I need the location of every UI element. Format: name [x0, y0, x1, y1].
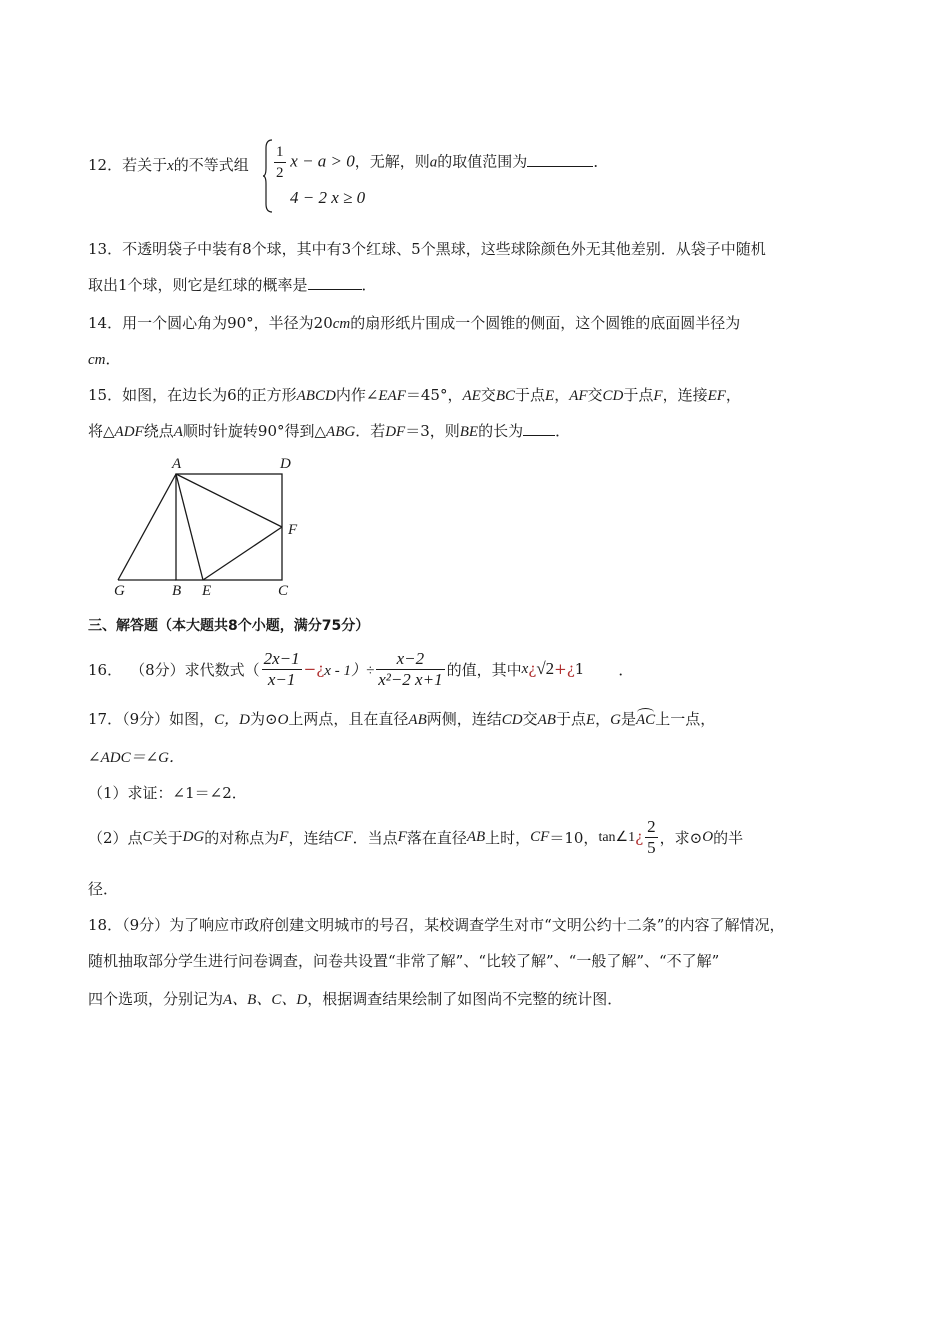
answer-blank	[308, 275, 362, 290]
var-ab: AB	[537, 712, 556, 728]
var-e: E	[545, 388, 555, 404]
q15-text: 将△	[88, 422, 115, 440]
var-abg: ABG	[326, 424, 356, 440]
fraction-2	[376, 649, 444, 690]
var-be: BE	[459, 424, 479, 440]
var-ae: AE	[462, 388, 481, 404]
label-a: A	[172, 456, 182, 472]
var-a: A	[173, 424, 183, 440]
q16-end: ．	[618, 660, 634, 679]
var-o: O	[702, 828, 714, 845]
q17-text: 为⊙	[249, 710, 278, 728]
var-adf: ADF	[114, 424, 144, 440]
q12-expr-2: 4 − 2 x ≥ 0	[290, 188, 366, 207]
label-b: B	[172, 583, 182, 599]
q13-line2	[88, 274, 377, 295]
q17-text: 于点	[555, 710, 586, 728]
q16-one: 1	[574, 660, 585, 678]
segment-ae	[176, 474, 203, 580]
fraction-1	[262, 649, 302, 690]
q15-text: 绕点	[143, 422, 174, 440]
fraction-numerator: 2	[647, 816, 656, 836]
q14-line1	[88, 312, 740, 333]
q18-line2: 随机抽取部分学生进行问卷调查，问卷共设置“非常了解”、“比较了解”、“一般了解”、“不了解”	[88, 952, 720, 970]
q15-line1	[88, 384, 741, 405]
q16-text: （8分）求代数式（	[130, 660, 260, 679]
q17-text: 17．（9分）如图，	[88, 710, 215, 728]
segment-af	[176, 474, 282, 527]
sqrt-two: √2	[536, 659, 555, 678]
var-df: DF	[385, 424, 406, 440]
q15-end: ．	[555, 422, 571, 440]
q17-text: 上两点，且在直径	[288, 710, 409, 728]
q12-row1	[274, 142, 608, 183]
var-a: a	[429, 154, 438, 171]
brace-icon	[262, 138, 274, 214]
label-d: D	[280, 456, 291, 472]
fraction-denominator: x−1	[267, 669, 296, 689]
q15-text: 15．如图，在边长为6的正方形	[88, 386, 297, 404]
q15-text: ＝45°，	[405, 386, 463, 404]
garbled-char: −¿	[303, 660, 325, 678]
segment-ef	[203, 527, 282, 580]
var-x: x	[521, 660, 529, 677]
garbled-char: ¿	[528, 660, 537, 678]
label-e: E	[202, 583, 212, 599]
q15-line2	[88, 420, 570, 441]
q13-line1: 13．不透明袋子中装有8个球，其中有3个红球、5个黑球，这些球除颜色外无其他差别．从袋子中随机	[88, 240, 766, 258]
fraction-half	[274, 142, 286, 183]
q12-number: 12．	[88, 156, 123, 174]
q16-tail: 的值，其中	[446, 660, 522, 679]
q15-text: ，连接	[662, 386, 708, 404]
var-af: AF	[569, 388, 588, 404]
garbled-char: +¿	[554, 660, 575, 678]
q15-text: ＝3，则	[405, 422, 460, 440]
q13-end: ．	[361, 276, 377, 294]
q12-expr-1: x − a > 0	[290, 151, 355, 171]
q17-text: 的对称点为	[204, 828, 280, 847]
q15-text: 的长为	[478, 422, 524, 440]
q17-text: ，	[595, 710, 611, 728]
var-cd: CD	[501, 712, 523, 728]
var-c: C	[142, 828, 153, 845]
q18-text: 四个选项，分别记为	[88, 990, 224, 1008]
var-ab: AB	[466, 828, 486, 845]
var-cf: CF	[333, 828, 353, 845]
fraction-two-fifths	[645, 817, 658, 858]
var-f: F	[653, 388, 663, 404]
q14-text-b: 的扇形纸片围成一个圆锥的侧面，这个圆锥的底面圆半径为	[350, 314, 741, 332]
var-eaf: EAF	[378, 388, 406, 404]
q17-last-line: 径．	[88, 880, 119, 898]
q15-text: ，	[725, 386, 741, 404]
garbled-char: ¿	[635, 828, 644, 846]
fraction-numerator: 1	[274, 142, 286, 163]
q17-line2: ∠ADC＝∠G．	[88, 750, 184, 766]
var-c-d: C，D	[214, 712, 250, 728]
fraction-numerator: 2x−1	[263, 648, 300, 668]
var-cd: CD	[602, 388, 624, 404]
label-f: F	[288, 522, 298, 538]
unit-cm: cm	[332, 316, 351, 332]
q17-text: 交	[522, 710, 538, 728]
q17-text: 落在直径	[406, 828, 467, 847]
var-abcd: ABCD	[296, 388, 336, 404]
q15-text: 于点	[515, 386, 546, 404]
answer-blank	[523, 421, 555, 436]
fraction-denominator: x²−2 x+1	[378, 669, 443, 689]
q14-text-a: 14．用一个圆心角为90°，半径为20	[88, 314, 333, 332]
var-ef: EF	[707, 388, 726, 404]
fraction-denominator: 2	[276, 165, 284, 181]
q17-text: 关于	[152, 828, 183, 847]
label-c: C	[278, 583, 289, 599]
q17-text: 上时，	[485, 828, 531, 847]
var-f: F	[279, 828, 289, 845]
q18-text: ，根据调查结果绘制了如图尚不完整的统计图．	[307, 990, 623, 1008]
q17-part1: （1）求证：∠1＝∠2．	[88, 784, 247, 802]
q17-part2	[88, 814, 743, 860]
var-cf: CF	[530, 828, 550, 845]
section-heading: 三、解答题（本大题共8个小题，满分75分）	[88, 618, 370, 634]
segment-ag	[118, 474, 176, 580]
var-f: F	[397, 828, 407, 845]
fraction-denominator: 5	[647, 837, 656, 857]
q15-text: 交	[480, 386, 496, 404]
q12-text-b: 的不等式组	[173, 156, 249, 174]
var-e: E	[585, 712, 596, 728]
var-x: x	[167, 158, 174, 174]
q16-number: 16．	[88, 660, 123, 679]
fraction-numerator: x−2	[376, 649, 444, 670]
q16-mid: x - 1）÷	[324, 662, 375, 679]
answer-blank	[527, 152, 593, 167]
q14-line2	[88, 348, 121, 369]
q17-text: （2）点	[88, 828, 143, 847]
q17-line1	[88, 708, 715, 729]
q17-text: 的半	[713, 828, 744, 847]
q17-text: 上一点，	[655, 710, 716, 728]
arc-ac: AC	[636, 712, 656, 728]
q17-text: ，求⊙	[659, 828, 703, 847]
var-g: G	[610, 712, 621, 728]
options-abcd: A、B、C、D	[223, 992, 308, 1008]
var-dg: DG	[182, 828, 205, 845]
q14-end: ．	[105, 350, 121, 368]
q12-text-a: 若关于	[122, 156, 168, 174]
q18-line1: 18．（9分）为了响应市政府创建文明城市的号召，某校调查学生对市“文明公约十二条”的内容了解情况，	[88, 916, 785, 934]
q15-text: ，	[554, 386, 570, 404]
q17-text: ．当点	[352, 828, 398, 847]
q13-line2-text: 取出1个球，则它是红球的概率是	[88, 276, 308, 294]
q15-text: 于点	[623, 386, 654, 404]
q17-text: ，连结	[288, 828, 334, 847]
q17-text: 是	[621, 710, 637, 728]
var-o: O	[277, 712, 289, 728]
q17-text: 两侧，连结	[426, 710, 502, 728]
tan-angle: tan∠1	[598, 829, 636, 845]
q12-text-c: ，无解，则	[354, 152, 430, 171]
question-16	[88, 646, 633, 692]
unit-cm: cm	[88, 352, 106, 368]
q15-text: 内作∠	[335, 386, 379, 404]
q18-line3	[88, 988, 622, 1009]
var-ab: AB	[408, 712, 427, 728]
square-abcd	[176, 474, 282, 580]
q12-text-d: 的取值范围为	[437, 152, 528, 171]
q15-text: 交	[587, 386, 603, 404]
label-g: G	[114, 583, 125, 599]
q12-end: ．	[593, 152, 609, 171]
q17-text: ＝10，	[549, 828, 599, 847]
var-bc: BC	[495, 388, 515, 404]
q15-text: ．若	[355, 422, 386, 440]
q15-text: 顺时针旋转90°得到△	[182, 422, 327, 440]
geometry-figure	[108, 452, 308, 602]
